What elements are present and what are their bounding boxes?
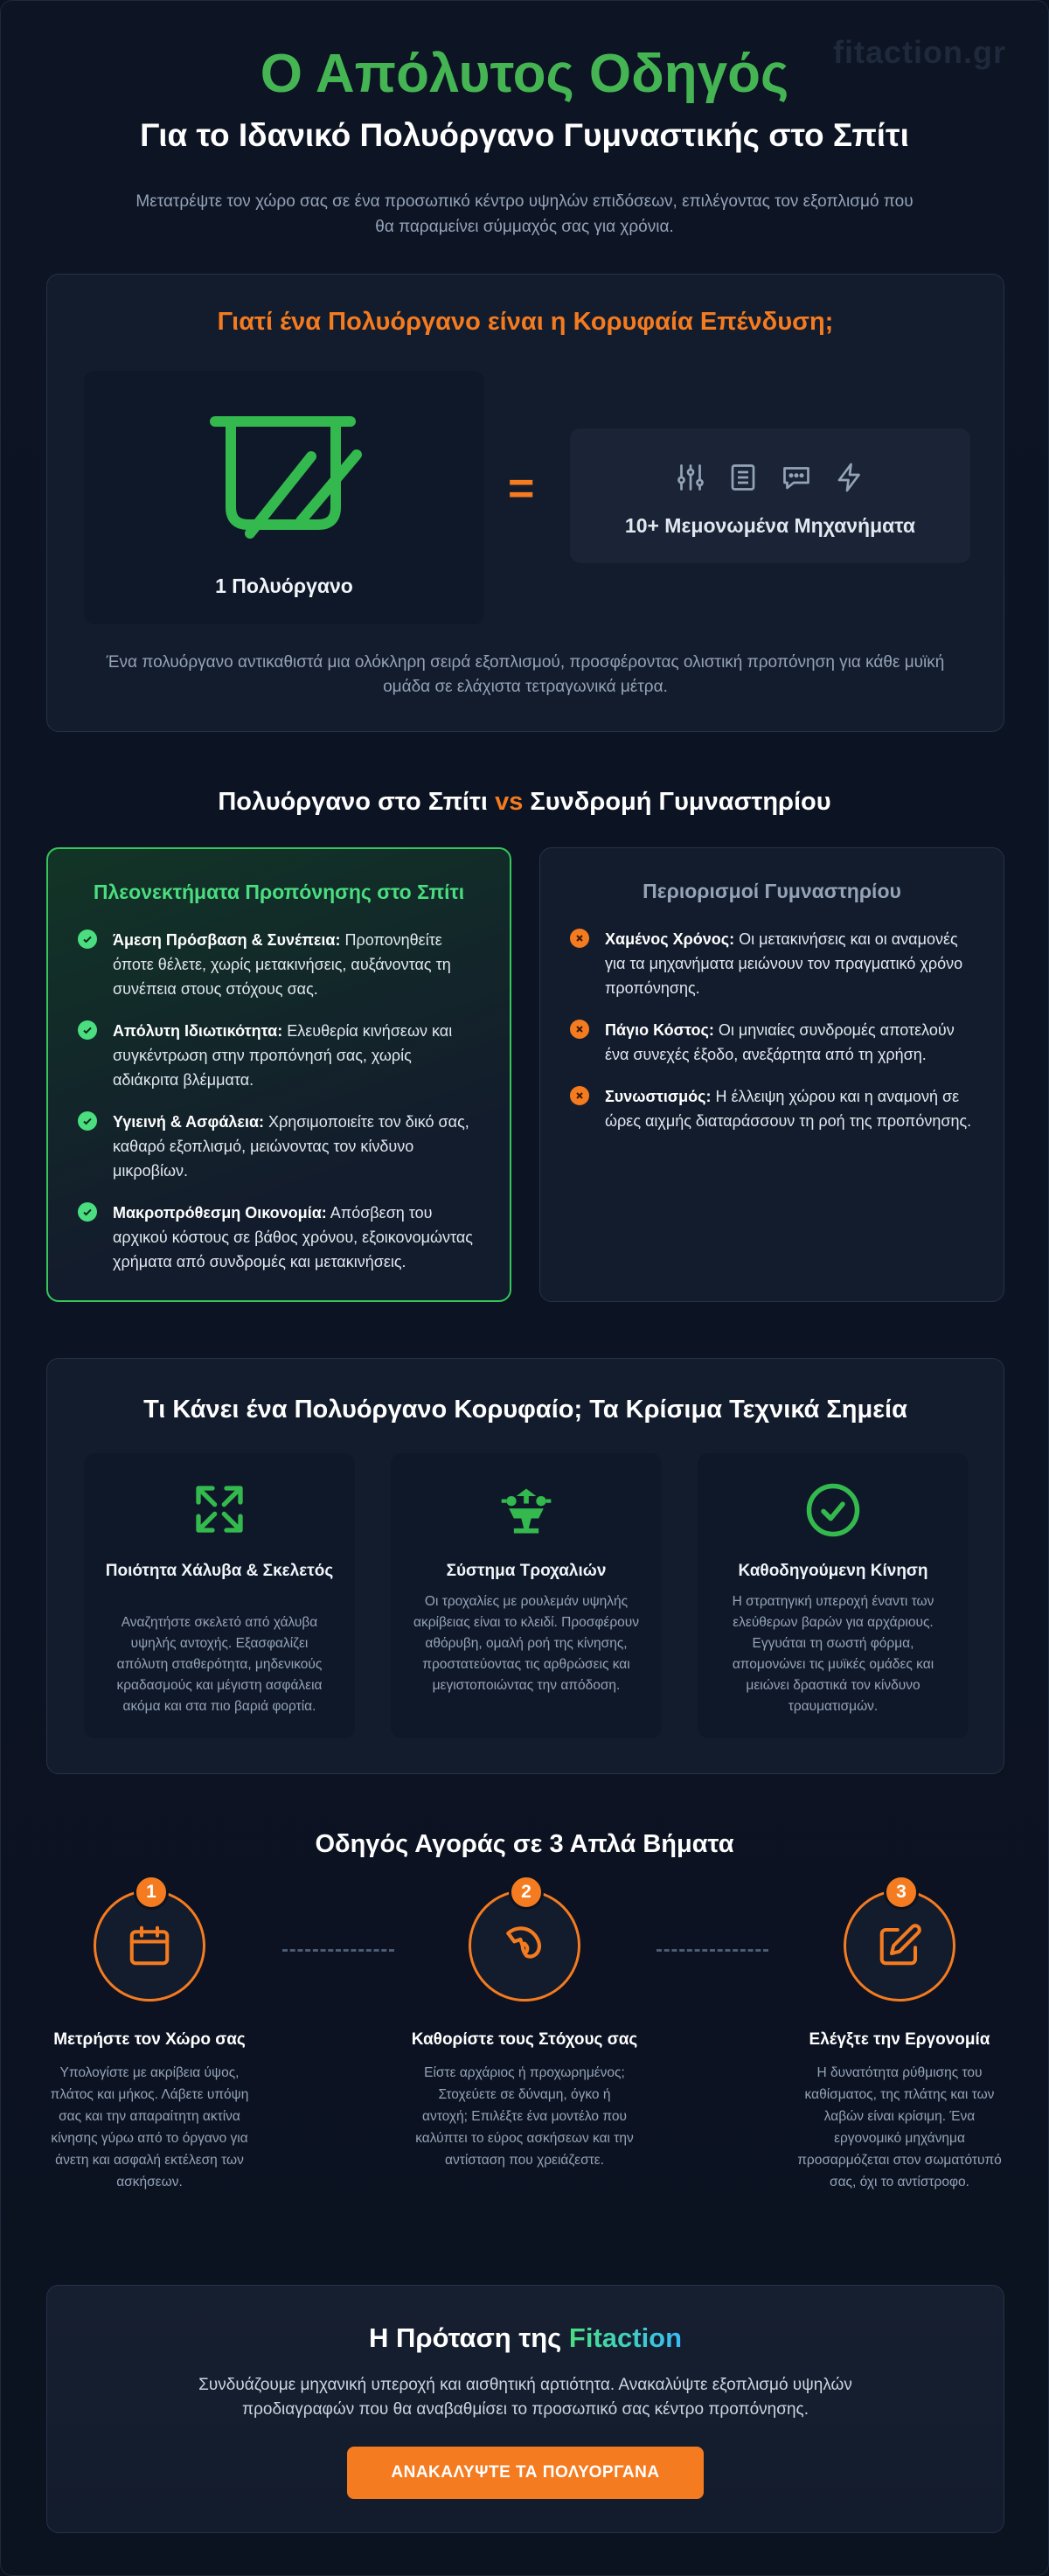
- feature-title: Καθοδηγούμενη Κίνηση: [738, 1562, 928, 1580]
- machines-box: [570, 428, 970, 563]
- chat-icon: [780, 462, 813, 493]
- item-text: Ελευθερία κινήσεων και συγκέντρωση στην προπόνησή σας, χωρίς αδιάκριτα βλέμματα.: [113, 1022, 453, 1089]
- item-label: Υγιεινή & Ασφάλεια:: [113, 1113, 265, 1131]
- step-number: 1: [134, 1875, 169, 1910]
- step-text: Είστε αρχάριος ή προχωρημένος; Στοχεύετε σε δύναμη, όγκο ή αντοχή; Επιλέξτε ένα μοντέλο που καλύπτει το εύρος ασκήσεων και την αντίσταση που χρειάζεστε.: [415, 2065, 634, 2168]
- step-1: [10, 1882, 289, 2193]
- item-label: Χαμένος Χρόνος:: [605, 930, 735, 948]
- check-icon: [78, 1111, 97, 1131]
- list-item: [78, 1201, 480, 1274]
- proposal-title-prefix: Η Πρόταση της: [368, 2322, 562, 2353]
- item-text: Η έλλειψη χώρου και η αναμονή σε ώρες αιχμής διαταράσσουν τη ροή της προπόνησης.: [605, 1088, 972, 1130]
- pulley-system-icon: [497, 1481, 556, 1541]
- calendar-icon: [126, 1922, 173, 1969]
- hero-description: Μετατρέψτε τον χώρο σας σε ένα προσωπικό κέντρο υψηλών επιδόσεων, επιλέγοντας τον εξοπλισμό που θα παραμείνει σύμμαχός σας για χρόνια.: [135, 192, 914, 236]
- list-item: [570, 1018, 974, 1067]
- check-circle-icon: [804, 1481, 862, 1539]
- step-title: Ελέγξτε την Εργονομία: [809, 2030, 990, 2049]
- list-item: [78, 1110, 480, 1183]
- step-circle: [94, 1882, 205, 2002]
- check-icon: [78, 1202, 97, 1222]
- comparison-title-vs: vs: [495, 788, 524, 816]
- page-title: Ο Απόλυτος Οδηγός: [260, 44, 789, 104]
- step-title: Μετρήστε τον Χώρο σας: [53, 2030, 246, 2049]
- lightning-icon: [834, 462, 865, 493]
- step-connector: [282, 1949, 394, 1952]
- list-icon: [727, 462, 759, 493]
- step-circle: [469, 1882, 580, 2002]
- cross-icon: [570, 1020, 589, 1039]
- multigym-label: 1 Πολυόργανο: [215, 574, 353, 597]
- list-item: [570, 927, 974, 1000]
- expand-arrows-icon: [191, 1481, 247, 1537]
- step-title: Καθορίστε τους Στόχους σας: [411, 2030, 638, 2049]
- feature-title: Ποιότητα Χάλυβα & Σκελετός: [105, 1562, 334, 1580]
- multigym-box: [84, 371, 484, 624]
- proposal-title: [47, 2322, 1004, 2354]
- item-text: Απόσβεση του αρχικού κόστους σε βάθος χρόνου, εξοικονομώντας χρήματα από συνδρομές και μετακινήσεις.: [113, 1204, 473, 1271]
- feature-card: [698, 1453, 969, 1738]
- step-number: 3: [884, 1875, 919, 1910]
- list-item: [78, 1019, 480, 1092]
- multigym-icon: [206, 402, 364, 551]
- step-2: [385, 1882, 664, 2171]
- feature-text: Η στρατηγική υπεροχή έναντι των ελεύθερων βαρών για αρχάριους. Εγγυάται τη σωστή φόρμα, απομονώνει τις μυϊκές ομάδες και μειώνει δραστικά τον κίνδυνο τραυματισμών.: [732, 1594, 934, 1714]
- item-text: Χρησιμοποιείτε τον δικό σας, καθαρό εξοπλισμό, μειώνοντας τον κίνδυνο μικροβίων.: [113, 1113, 469, 1180]
- proposal-section: [46, 2285, 1004, 2533]
- feature-text: Οι τροχαλίες με ρουλεμάν υψηλής ακρίβειας είναι το κλειδί. Προσφέρουν αθόρυβη, ομαλή ροή της κίνησης, προστατεύοντας τις αρθρώσεις και μεγιστοποιώντας την απόδοση.: [413, 1594, 639, 1693]
- list-item: [570, 1084, 974, 1133]
- watermark: fitaction.gr: [833, 34, 1006, 70]
- investment-description: Ένα πολυόργανο αντικαθιστά μια ολόκληρη σειρά εξοπλισμού, προσφέροντας ολιστική προπόνηση για κάθε μυϊκή ομάδα σε ελάχιστα τετραγωνικά μέτρα.: [106, 653, 945, 696]
- comparison-title-home: Πολυόργανο στο Σπίτι: [218, 788, 488, 816]
- flexed-arm-icon: [500, 1921, 549, 1970]
- item-label: Άμεση Πρόσβαση & Συνέπεια:: [113, 931, 341, 949]
- step-connector: [656, 1949, 768, 1952]
- proposal-text: Συνδυάζουμε μηχανική υπεροχή και αισθητική αρτιότητα. Ανακαλύψτε εξοπλισμό υψηλών προδιαγραφών που θα αναβαθμίσει το προσωπικό σας κέντρο προπόνησης.: [198, 2376, 852, 2419]
- feature-card: [84, 1453, 355, 1738]
- item-label: Συνωστισμός:: [605, 1088, 712, 1105]
- feature-title: Σύστημα Τροχαλιών: [446, 1562, 607, 1580]
- edit-icon: [876, 1922, 923, 1969]
- gym-limitations-heading: Περιορισμοί Γυμναστηρίου: [643, 880, 901, 902]
- item-label: Μακροπρόθεσμη Οικονομία:: [113, 1204, 327, 1222]
- home-advantages-card: [46, 847, 511, 1302]
- list-item: [78, 928, 480, 1001]
- investment-section: [46, 274, 1004, 732]
- cross-icon: [570, 929, 589, 948]
- item-text: Οι μετακινήσεις και οι αναμονές για τα μηχανήματα μειώνουν τον πραγματικό χρόνο προπόνησης.: [605, 930, 963, 997]
- home-advantages-heading: Πλεονεκτήματα Προπόνησης στο Σπίτι: [93, 881, 465, 903]
- page-subtitle: Για το Ιδανικό Πολυόργανο Γυμναστικής στο Σπίτι: [140, 117, 909, 153]
- step-text: Υπολογίστε με ακρίβεια ύψος, πλάτος και μήκος. Λάβετε υπόψη σας και την απαραίτητη ακτίνα κίνησης γύρω από το όργανο για άνετη και ασφαλή εκτέλεση των ασκήσεων.: [50, 2065, 249, 2190]
- item-label: Απόλυτη Ιδιωτικότητα:: [113, 1022, 283, 1040]
- feature-text: Αναζητήστε σκελετό από χάλυβα υψηλής αντοχής. Εξασφαλίζει απόλυτη σταθερότητα, μηδενικούς κραδασμούς και μέγιστη ασφάλεια ακόμα και στα πιο βαριά φορτία.: [116, 1615, 323, 1714]
- check-icon: [78, 929, 97, 949]
- step-number: 2: [509, 1875, 544, 1910]
- comparison-title: [1, 788, 1048, 817]
- investment-title: Γιατί ένα Πολυόργανο είναι η Κορυφαία Επένδυση;: [217, 308, 834, 336]
- item-text: Προπονηθείτε όποτε θέλετε, χωρίς μετακινήσεις, αυξάνοντας τη συνέπεια στους στόχους σας.: [113, 931, 451, 998]
- item-text: Οι μηνιαίες συνδρομές αποτελούν ένα συνεχές έξοδο, ανεξάρτητα από τη χρήση.: [605, 1021, 955, 1063]
- item-label: Πάγιο Κόστος:: [605, 1021, 714, 1039]
- equals-sign: =: [508, 463, 535, 514]
- sliders-icon: [675, 462, 706, 493]
- guide-title: Οδηγός Αγοράς σε 3 Απλά Βήματα: [315, 1830, 734, 1858]
- feature-card: [391, 1453, 662, 1738]
- discover-multigyms-button[interactable]: ΑΝΑΚΑΛΥΨΤΕ ΤΑ ΠΟΛΥΟΡΓΑΝΑ: [347, 2447, 704, 2499]
- step-text: Η δυνατότητα ρύθμισης του καθίσματος, της πλάτης και των λαβών είναι κρίσιμη. Ένα εργονομικό μηχάνημα προσαρμόζεται στον σωματότυπό σας, όχι το αντίστροφο.: [797, 2065, 1002, 2190]
- cross-icon: [570, 1086, 589, 1105]
- comparison-title-gym: Συνδρομή Γυμναστηρίου: [530, 788, 831, 816]
- step-3: [760, 1882, 1039, 2193]
- gym-limitations-card: [539, 847, 1004, 1302]
- check-icon: [78, 1020, 97, 1040]
- technical-section: [46, 1358, 1004, 1774]
- machines-label: 10+ Μεμονωμένα Μηχανήματα: [624, 514, 916, 537]
- step-circle: [844, 1882, 955, 2002]
- brand-name: Fitaction: [568, 2322, 683, 2353]
- technical-title: Τι Κάνει ένα Πολυόργανο Κορυφαίο; Τα Κρίσιμα Τεχνικά Σημεία: [143, 1396, 907, 1424]
